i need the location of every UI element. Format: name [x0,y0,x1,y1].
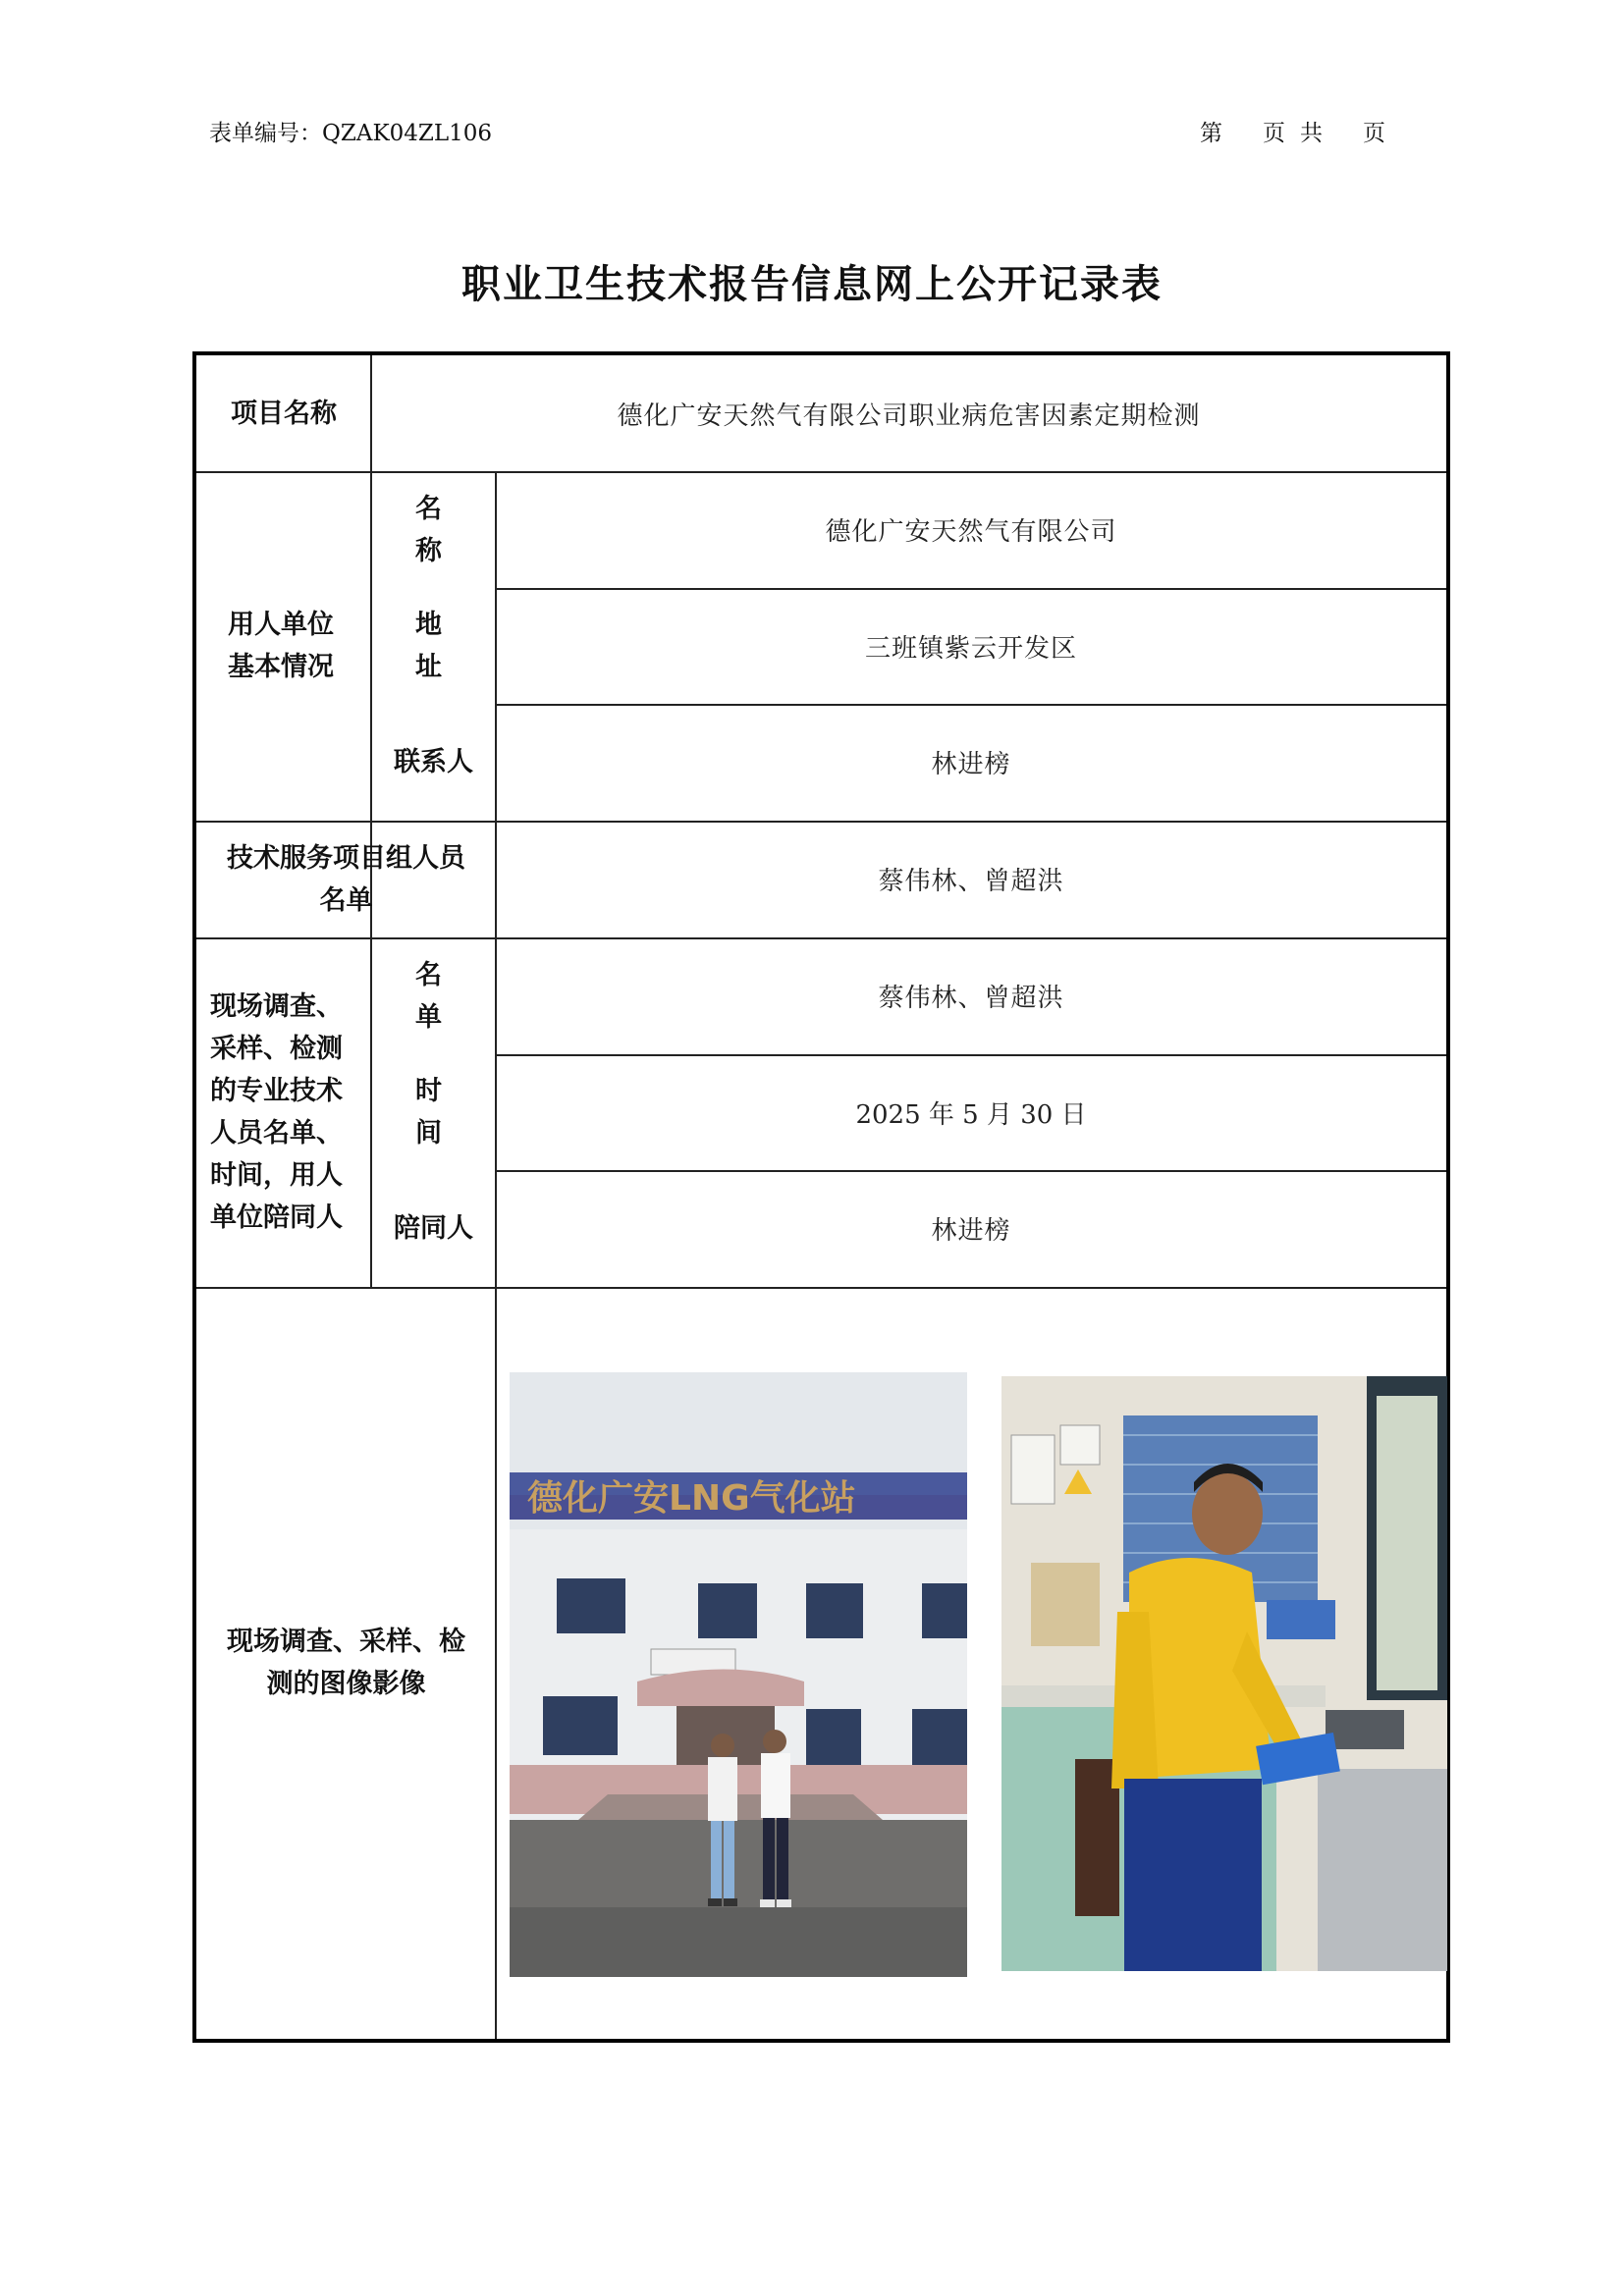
employer-address-value: 三班镇紫云开发区 [864,633,1077,664]
form-number: 表单编号：QZAK04ZL106 [209,121,493,146]
page-label-total: 共 [1300,121,1323,146]
employer-name-value: 德化广安天然气有限公司 [825,517,1117,547]
page-title: 职业卫生技术报告信息网上公开记录表 [461,261,1163,307]
employer-address-label: 地 址 [415,610,461,682]
control-room-photo-image [1001,1376,1447,1971]
team-members-label: 技术服务项目组人员 名单 [227,842,465,916]
record-table [192,351,1450,2043]
onsite-list-value: 蔡伟林、曾超洪 [878,984,1064,1013]
onsite-time-label: 时 间 [415,1076,461,1148]
page-indicator [1200,115,1385,147]
employer-contact-value: 林进榜 [931,750,1011,779]
onsite-time-value: 2025 年 5 月 30 日 [855,1099,1087,1130]
project-name-value: 德化广安天然气有限公司职业病危害因素定期检测 [617,400,1201,431]
page-label-page: 页 [1263,121,1285,146]
site-photo-building [510,1372,967,1977]
team-members-value: 蔡伟林、曾超洪 [878,867,1064,896]
onsite-images-label: 现场调查、采样、检 测的图像影像 [227,1627,465,1699]
onsite-escort-label: 陪同人 [394,1213,473,1244]
project-name-label: 项目名称 [231,398,337,429]
sign-text: 德化广安LNG气化站 [527,1478,856,1519]
site-photo-control-room [1001,1376,1447,1971]
employer-info-label: 用人单位 基本情况 [228,610,334,682]
onsite-personnel-label: 现场调查、 采样、检测 的专业技术 人员名单、 时间，用人 单位陪同人 [210,991,343,1233]
page-label-page-2: 页 [1363,121,1385,146]
employer-name-label: 名 称 [415,493,461,566]
onsite-list-label: 名 单 [415,959,461,1033]
onsite-escort-value: 林进榜 [931,1216,1011,1246]
building-photo-image [510,1372,967,1977]
employer-contact-label: 联系人 [394,747,473,777]
page-label-first: 第 [1200,121,1222,146]
